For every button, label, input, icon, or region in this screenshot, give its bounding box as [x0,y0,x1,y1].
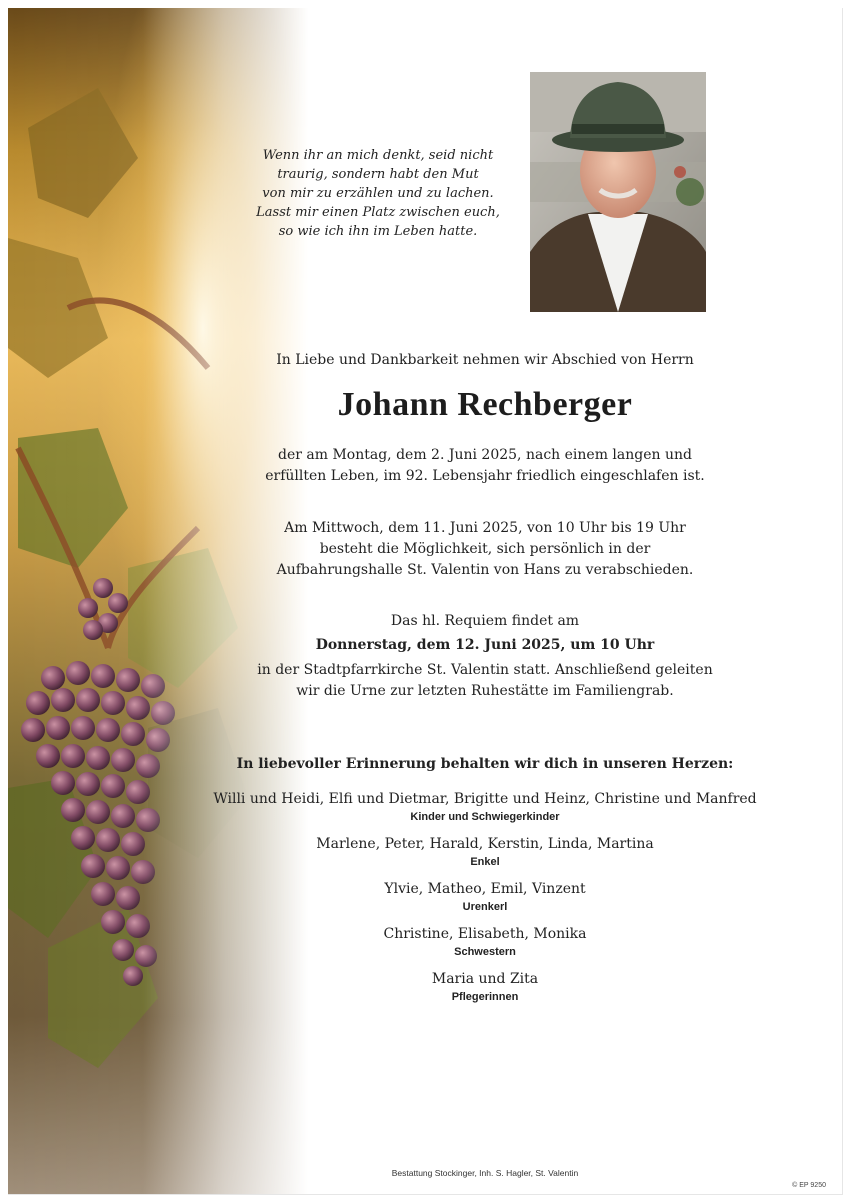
poem-line: Wenn ihr an mich denkt, seid nicht [262,148,494,163]
mourner-names: Ylvie, Matheo, Emil, Vinzent [384,881,586,897]
mourner-names: Willi und Heidi, Elfi und Dietmar, Brigitte und Heinz, Christine und Manfred [213,791,757,807]
viewing-line: Aufbahrungshalle St. Valentin von Hans zu verabschieden. [276,562,694,578]
mourner-relation: Kinder und Schwiegerkinder [410,811,560,823]
viewing-line: Am Mittwoch, dem 11. Juni 2025, von 10 Uhr bis 19 Uhr [284,520,686,536]
document-code: © EP 9250 [792,1182,826,1189]
death-notice-line: erfüllten Leben, im 92. Lebensjahr friedlich eingeschlafen ist. [265,468,705,484]
mourner-relation: Pflegerinnen [451,991,519,1003]
mourner-names: Maria und Zita [431,971,539,987]
intro-text: In Liebe und Dankbarkeit nehmen wir Abschied von Herrn [276,352,694,368]
death-notice-line: der am Montag, dem 2. Juni 2025, nach einem langen und [278,447,692,463]
mourner-relation: Schwestern [454,946,516,958]
funeral-home-footer: Bestattung Stockinger, Inh. S. Hagler, St. Valentin [391,1168,579,1178]
deceased-name: Johann Rechberger [337,386,633,423]
requiem-line: Das hl. Requiem findet am [390,613,580,629]
obituary-page [8,8,843,1195]
poem-line: traurig, sondern habt den Mut [277,167,479,182]
mourner-relation: Enkel [470,856,500,868]
poem-line: Lasst mir einen Platz zwischen euch, [256,205,500,220]
poem-line: so wie ich ihn im Leben hatte. [278,224,478,239]
poem-line: von mir zu erzählen und zu lachen. [262,186,494,201]
mourner-group [198,835,772,870]
death-notice [198,445,772,487]
viewing-line: besteht die Möglichkeit, sich persönlich in der [319,541,651,557]
mourner-relation: Urenkerl [462,901,508,913]
mourner-group [198,925,772,960]
mourners-list [198,790,772,1015]
mourner-group [198,970,772,1005]
mourner-names: Christine, Elisabeth, Monika [383,926,587,942]
memory-heading: In liebevoller Erinnerung behalten wir dich in unseren Herzen: [236,756,734,772]
mourner-group [198,880,772,915]
portrait-photo [530,72,706,312]
mourner-group [198,790,772,825]
mourner-names: Marlene, Peter, Harald, Kerstin, Linda, Martina [316,836,654,852]
requiem-date: Donnerstag, dem 12. Juni 2025, um 10 Uhr [315,637,655,653]
requiem-line: wir die Urne zur letzten Ruhestätte im Familiengrab. [296,683,674,699]
viewing-notice [198,518,772,581]
memorial-poem [238,146,518,241]
requiem-notice [198,611,772,702]
requiem-line: in der Stadtpfarrkirche St. Valentin statt. Anschließend geleiten [257,662,713,678]
